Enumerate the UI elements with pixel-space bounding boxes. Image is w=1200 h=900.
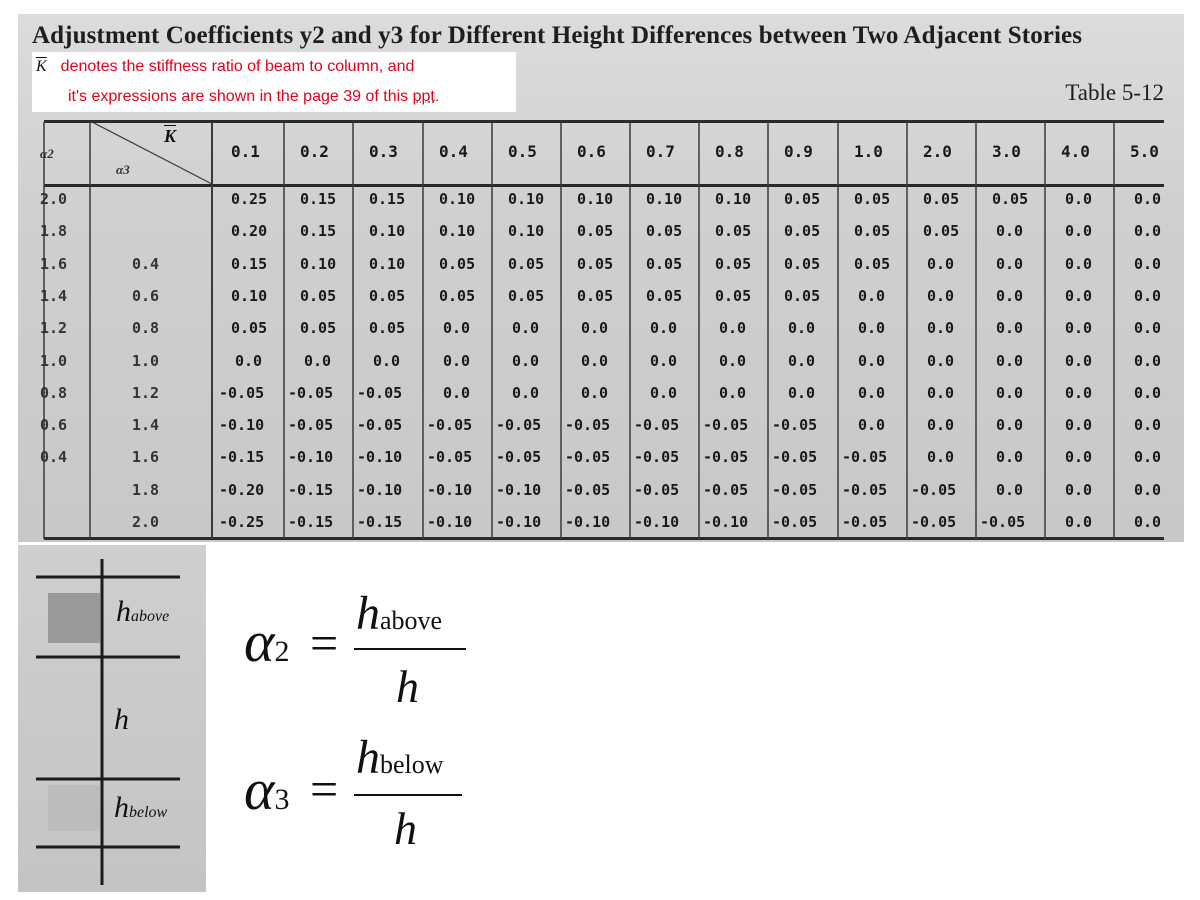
table-cell: 0.0 [443,351,471,370]
alpha2-denominator: h [396,661,419,712]
table-cell: 0.10 [577,190,614,208]
note-line-1-text: denotes the stiffness ratio of beam to column, and [60,58,415,75]
table-cell: 0.05 [715,222,752,241]
table-cell: -0.05 [980,513,1026,531]
table-cell: 0.0 [1065,286,1093,305]
story-height-diagram [18,545,206,892]
table-cell: 0.0 [858,383,886,402]
table-cell: 0.10 [439,222,476,241]
table-cell: 0.0 [1134,254,1162,273]
table-cell: -0.05 [496,448,542,467]
table-cell: -0.05 [357,383,403,402]
note-line-2-text: it's expressions are shown in the page 39 of this [68,88,413,105]
table-cell: 0.10 [369,222,406,241]
table-cell: 0.0 [996,351,1024,370]
table-cell: -0.10 [496,480,542,499]
table-cell: -0.05 [772,480,818,499]
alpha2-row-label: 2.0 [40,190,68,208]
table-cell: 0.0 [719,319,747,338]
table-cell: 0.0 [1134,416,1162,435]
table-cell: 0.05 [508,254,545,273]
table-cell: 0.0 [927,351,955,370]
alpha3-row-label: 0.8 [132,319,160,338]
alpha2-row-label: 0.6 [40,416,68,435]
alpha3-row-label: 1.6 [132,448,160,467]
table-cell: 0.0 [581,319,609,338]
table-cell: -0.25 [219,513,265,531]
alpha3-column-header: α3 [116,162,130,177]
table-cell: 0.0 [512,319,540,338]
table-cell: 0.05 [439,286,476,305]
table-cell: 0.0 [1065,190,1093,208]
table-cell: 0.0 [650,383,678,402]
table-cell: 0.0 [996,222,1024,241]
table-cell: 0.0 [1134,190,1162,208]
table-cell: -0.05 [634,448,680,467]
k-header-cell: 0.6 [577,142,606,161]
alpha2-column-header: α2 [40,146,54,161]
table-cell: 0.05 [784,190,821,208]
table-cell: -0.10 [496,513,542,531]
shaded-block-below [48,785,100,831]
table-cell: -0.05 [911,513,957,531]
table-cell: 0.05 [646,222,683,241]
table-cell: 0.0 [1065,416,1093,435]
alpha2-equals: = [310,615,339,671]
k-header-cell: 0.4 [439,142,468,161]
table-cell: -0.10 [427,513,473,531]
table-cell: 0.0 [927,383,955,402]
table-cell: 0.0 [1134,480,1162,499]
table-cell: -0.05 [842,480,888,499]
table-cell: 0.0 [581,383,609,402]
table-cell: 0.15 [300,222,337,241]
alpha2-row-label: 1.8 [40,222,68,241]
table-cell: 0.05 [439,254,476,273]
table-cell: 0.05 [508,286,545,305]
k-header-cell: 0.3 [369,142,398,161]
table-cell: 0.0 [650,319,678,338]
table-title: Adjustment Coefficients y2 and y3 for Different Height Differences between Two Adjacent Stories [32,22,1083,49]
h-above-label: habove [116,595,170,628]
shaded-block-above [48,593,100,643]
k-header-cell: 2.0 [923,142,952,161]
table-cell: 0.0 [996,383,1024,402]
table-cell: 0.05 [854,254,891,273]
alpha3-row-label: 1.4 [132,416,160,435]
table-cell: -0.10 [357,448,403,467]
table-cell: -0.05 [427,416,473,435]
table-cell: -0.15 [288,513,334,531]
k-header-cell: 0.1 [231,142,260,161]
k-column-header: $\overline{K}$ [164,126,177,146]
table-cell: 0.0 [927,448,955,467]
table-cell: -0.05 [288,416,334,435]
table-cell: 0.0 [927,254,955,273]
alpha3-row-label: 0.6 [132,286,160,305]
table-cell: 0.0 [512,383,540,402]
table-cell: -0.05 [703,448,749,467]
table-cell: -0.05 [565,480,611,499]
table-cell: 0.0 [650,351,678,370]
alpha2-row-label: 1.2 [40,319,68,338]
table-cell: -0.10 [288,448,334,467]
alpha3-denominator: h [394,803,417,854]
table-cell: 0.05 [231,319,268,338]
table-cell: -0.05 [911,480,957,499]
table-cell: -0.20 [219,480,265,499]
table-cell: 0.05 [577,286,614,305]
table-cell: 0.0 [1065,383,1093,402]
table-cell: -0.05 [842,448,888,467]
table-cell: 0.15 [300,190,337,208]
table-cell: -0.05 [772,416,818,435]
table-cell: 0.05 [369,286,406,305]
table-cell: 0.0 [1065,319,1093,338]
table-cell: 0.10 [369,254,406,273]
note-line-2-suffix: . [434,88,440,105]
table-cell: 0.05 [784,222,821,241]
table-cell: 0.0 [927,286,955,305]
table-cell: -0.10 [219,416,265,435]
table-cell: 0.0 [858,319,886,338]
alpha3-row-label: 1.8 [132,480,160,499]
table-cell: 0.0 [1134,286,1162,305]
table-cell: 0.0 [1065,513,1093,531]
table-cell: 0.05 [577,254,614,273]
table-cell: 0.0 [1065,351,1093,370]
table-cell: 0.0 [996,254,1024,273]
table-cell: 0.0 [927,319,955,338]
table-cell: 0.0 [788,383,816,402]
table-cell: 0.0 [996,319,1024,338]
table-cell: 0.0 [719,383,747,402]
table-cell: 0.0 [235,351,263,370]
k-bar-symbol: $\overline{K}$ [36,58,47,75]
table-cell: 0.0 [1134,319,1162,338]
table-cell: 0.05 [300,286,337,305]
alpha2-symbol: α2 [244,609,290,674]
table-cell: -0.05 [288,383,334,402]
table-cell: 0.0 [788,319,816,338]
k-header-cell: 0.2 [300,142,329,161]
table-cell: -0.15 [357,513,403,531]
alpha3-equals: = [310,761,339,817]
alpha3-fraction-bar [354,794,462,796]
table-cell: -0.05 [772,448,818,467]
table-cell: 0.05 [784,286,821,305]
table-cell: -0.05 [634,480,680,499]
table-cell: -0.15 [219,448,265,467]
table-cell: 0.0 [858,351,886,370]
table-cell: -0.10 [634,513,680,531]
alpha2-numerator: habove [356,587,443,640]
table-cell: -0.05 [772,513,818,531]
table-cell: 0.05 [715,254,752,273]
table-cell: 0.10 [715,190,752,208]
table-cell: 0.0 [304,351,332,370]
h-below-label: hbelow [114,791,168,824]
ppt-word: ppt [412,88,435,105]
alpha2-row-label: 0.4 [40,448,68,467]
table-cell: 0.0 [512,351,540,370]
table-cell: -0.10 [565,513,611,531]
table-cell: 0.05 [854,190,891,208]
table-cell: 0.05 [923,222,960,241]
coefficient-table-scan [18,14,1184,542]
table-cell: -0.10 [427,480,473,499]
table-cell: -0.10 [703,513,749,531]
table-number-label: Table 5-12 [1065,80,1164,105]
table-cell: 0.0 [1134,351,1162,370]
table-cell: -0.05 [565,448,611,467]
table-cell: 0.10 [231,286,268,305]
table-cell: -0.05 [703,416,749,435]
table-cell: 0.10 [646,190,683,208]
table-cell: 0.0 [858,286,886,305]
table-cell: 0.20 [231,222,268,241]
table-cell: 0.05 [992,190,1029,208]
alpha3-row-label: 1.2 [132,383,160,402]
table-cell: 0.05 [369,319,406,338]
table-cell: 0.05 [923,190,960,208]
table-cell: 0.0 [581,351,609,370]
table-cell: 0.15 [231,254,268,273]
table-cell: 0.0 [1134,513,1162,531]
table-cell: 0.10 [508,190,545,208]
table-cell: 0.0 [1134,448,1162,467]
alpha2-row-label: 1.6 [40,254,68,273]
table-cell: 0.0 [719,351,747,370]
table-cell: 0.05 [646,254,683,273]
table-cell: 0.0 [858,416,886,435]
k-header-cell: 3.0 [992,142,1021,161]
table-cell: 0.05 [646,286,683,305]
alpha3-numerator: hbelow [356,731,444,784]
table-cell: 0.05 [854,222,891,241]
table-cell: -0.05 [357,416,403,435]
table-cell: 0.25 [231,190,268,208]
alpha2-row-label: 1.4 [40,286,68,305]
table-cell: 0.0 [996,416,1024,435]
k-header-cell: 0.9 [784,142,813,161]
table-cell: 0.0 [443,383,471,402]
table-cell: 0.0 [1065,222,1093,241]
table-cell: 0.10 [439,190,476,208]
alpha3-symbol: α3 [244,757,290,822]
h-label: h [114,703,129,736]
table-cell: 0.05 [784,254,821,273]
table-cell: 0.05 [715,286,752,305]
table-cell: 0.15 [369,190,406,208]
table-cell: -0.05 [565,416,611,435]
k-header-cell: 0.5 [508,142,537,161]
table-cell: 0.0 [927,416,955,435]
table-cell: 0.0 [1134,383,1162,402]
table-cell: 0.0 [1065,254,1093,273]
table-cell: -0.10 [357,480,403,499]
table-cell: 0.05 [577,222,614,241]
k-header-cell: 1.0 [854,142,883,161]
alpha3-row-label: 2.0 [132,513,160,531]
table-cell: 0.0 [996,286,1024,305]
frame-lines [18,545,206,892]
alpha2-fraction-bar [354,648,466,650]
table-cell: -0.05 [634,416,680,435]
table-cell: -0.15 [288,480,334,499]
table-cell: 0.0 [996,448,1024,467]
table-cell: -0.05 [219,383,265,402]
table-cell: -0.05 [703,480,749,499]
k-header-cell: 0.8 [715,142,744,161]
table-cell: 0.0 [788,351,816,370]
table-cell: 0.0 [996,480,1024,499]
alpha3-row-label: 0.4 [132,254,160,273]
alpha2-row-label: 0.8 [40,383,68,402]
alpha2-row-label: 1.0 [40,351,68,370]
table-cell: 0.0 [443,319,471,338]
table-cell: 0.0 [1065,480,1093,499]
table-cell: 0.0 [1065,448,1093,467]
table-cell: -0.05 [842,513,888,531]
table-cell: -0.05 [427,448,473,467]
k-header-cell: 0.7 [646,142,675,161]
table-cell: -0.05 [496,416,542,435]
table-cell: 0.0 [1134,222,1162,241]
table-cell: 0.10 [300,254,337,273]
k-header-cell: 4.0 [1061,142,1090,161]
table-cell: 0.05 [300,319,337,338]
table-cell: 0.0 [373,351,401,370]
table-cell: 0.10 [508,222,545,241]
k-header-cell: 5.0 [1130,142,1159,161]
alpha3-row-label: 1.0 [132,351,160,370]
